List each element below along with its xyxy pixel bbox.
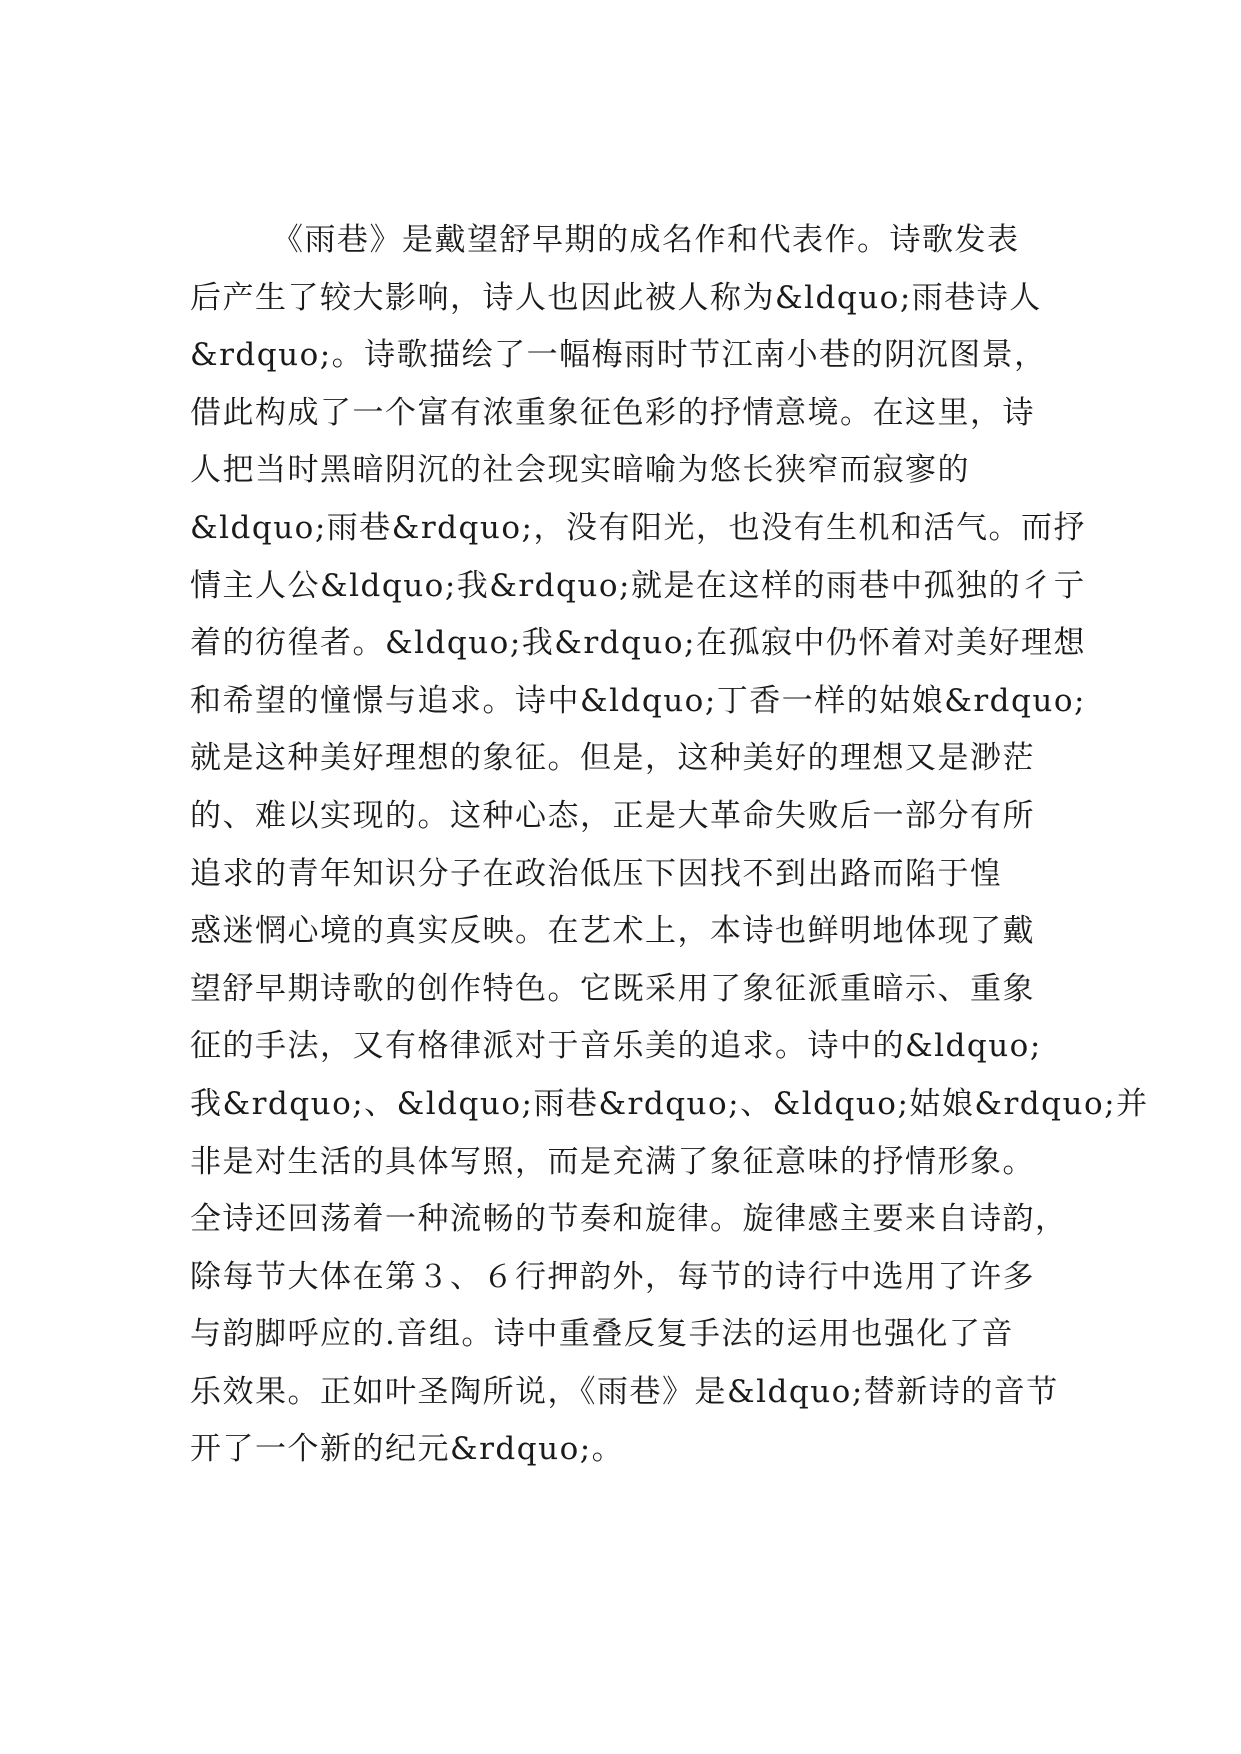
text-line: 非是对生活的具体写照，而是充满了象征意味的抒情形象。 [190,1143,1035,1180]
text-line: 后产生了较大影响，诗人也因此被人称为&ldquo;雨巷诗人 [190,279,1042,316]
text-line: 除每节大体在第３、６行押韵外，每节的诗行中选用了许多 [190,1258,1035,1295]
text-line: 着的彷徨者。&ldquo;我&rdquo;在孤寂中仍怀着对美好理想 [190,625,1086,662]
text-line: 和希望的憧憬与追求。诗中&ldquo;丁香一样的姑娘&rdquo; [190,682,1086,719]
text-line: 全诗还回荡着一种流畅的节奏和旋律。旋律感主要来自诗韵， [190,1201,1068,1238]
text-line: 的、难以实现的。这种心态，正是大革命失败后一部分有所 [190,797,1035,834]
text-line: 与韵脚呼应的.音组。诗中重叠反复手法的运用也强化了音 [190,1316,1014,1353]
text-line: 我&rdquo;、&ldquo;雨巷&rdquo;、&ldquo;姑娘&rdquo;并 [190,1085,1149,1122]
text-line: 就是这种美好理想的象征。但是，这种美好的理想又是渺茫 [190,740,1035,777]
text-line: 惑迷惘心境的真实反映。在艺术上，本诗也鲜明地体现了戴 [190,913,1035,950]
text-line: 乐效果。正如叶圣陶所说，《雨巷》是&ldquo;替新诗的音节 [190,1373,1059,1410]
text-line: 人把当时黑暗阴沉的社会现实暗喻为悠长狭窄而寂寥的 [190,452,970,489]
text-line: 追求的青年知识分子在政治低压下因找不到出路而陷于惶 [190,855,1003,892]
text-line: 借此构成了一个富有浓重象征色彩的抒情意境。在这里，诗 [190,394,1035,431]
text-line: &rdquo;。诗歌描绘了一幅梅雨时节江南小巷的阴沉图景， [190,337,1047,374]
body-paragraph [190,212,1149,1479]
text-line: 开了一个新的纪元&rdquo;。 [190,1431,625,1468]
text-line: 情主人公&ldquo;我&rdquo;就是在这样的雨巷中孤独的彳亍 [190,567,1086,604]
text-line: 征的手法，又有格律派对于音乐美的追求。诗中的&ldquo; [190,1028,1042,1065]
text-line: &ldquo;雨巷&rdquo;，没有阳光，也没有生机和活气。而抒 [190,509,1086,546]
text-line: 望舒早期诗歌的创作特色。它既采用了象征派重暗示、重象 [190,970,1035,1007]
text-line: 《雨巷》是戴望舒早期的成名作和代表作。诗歌发表 [190,222,1020,258]
